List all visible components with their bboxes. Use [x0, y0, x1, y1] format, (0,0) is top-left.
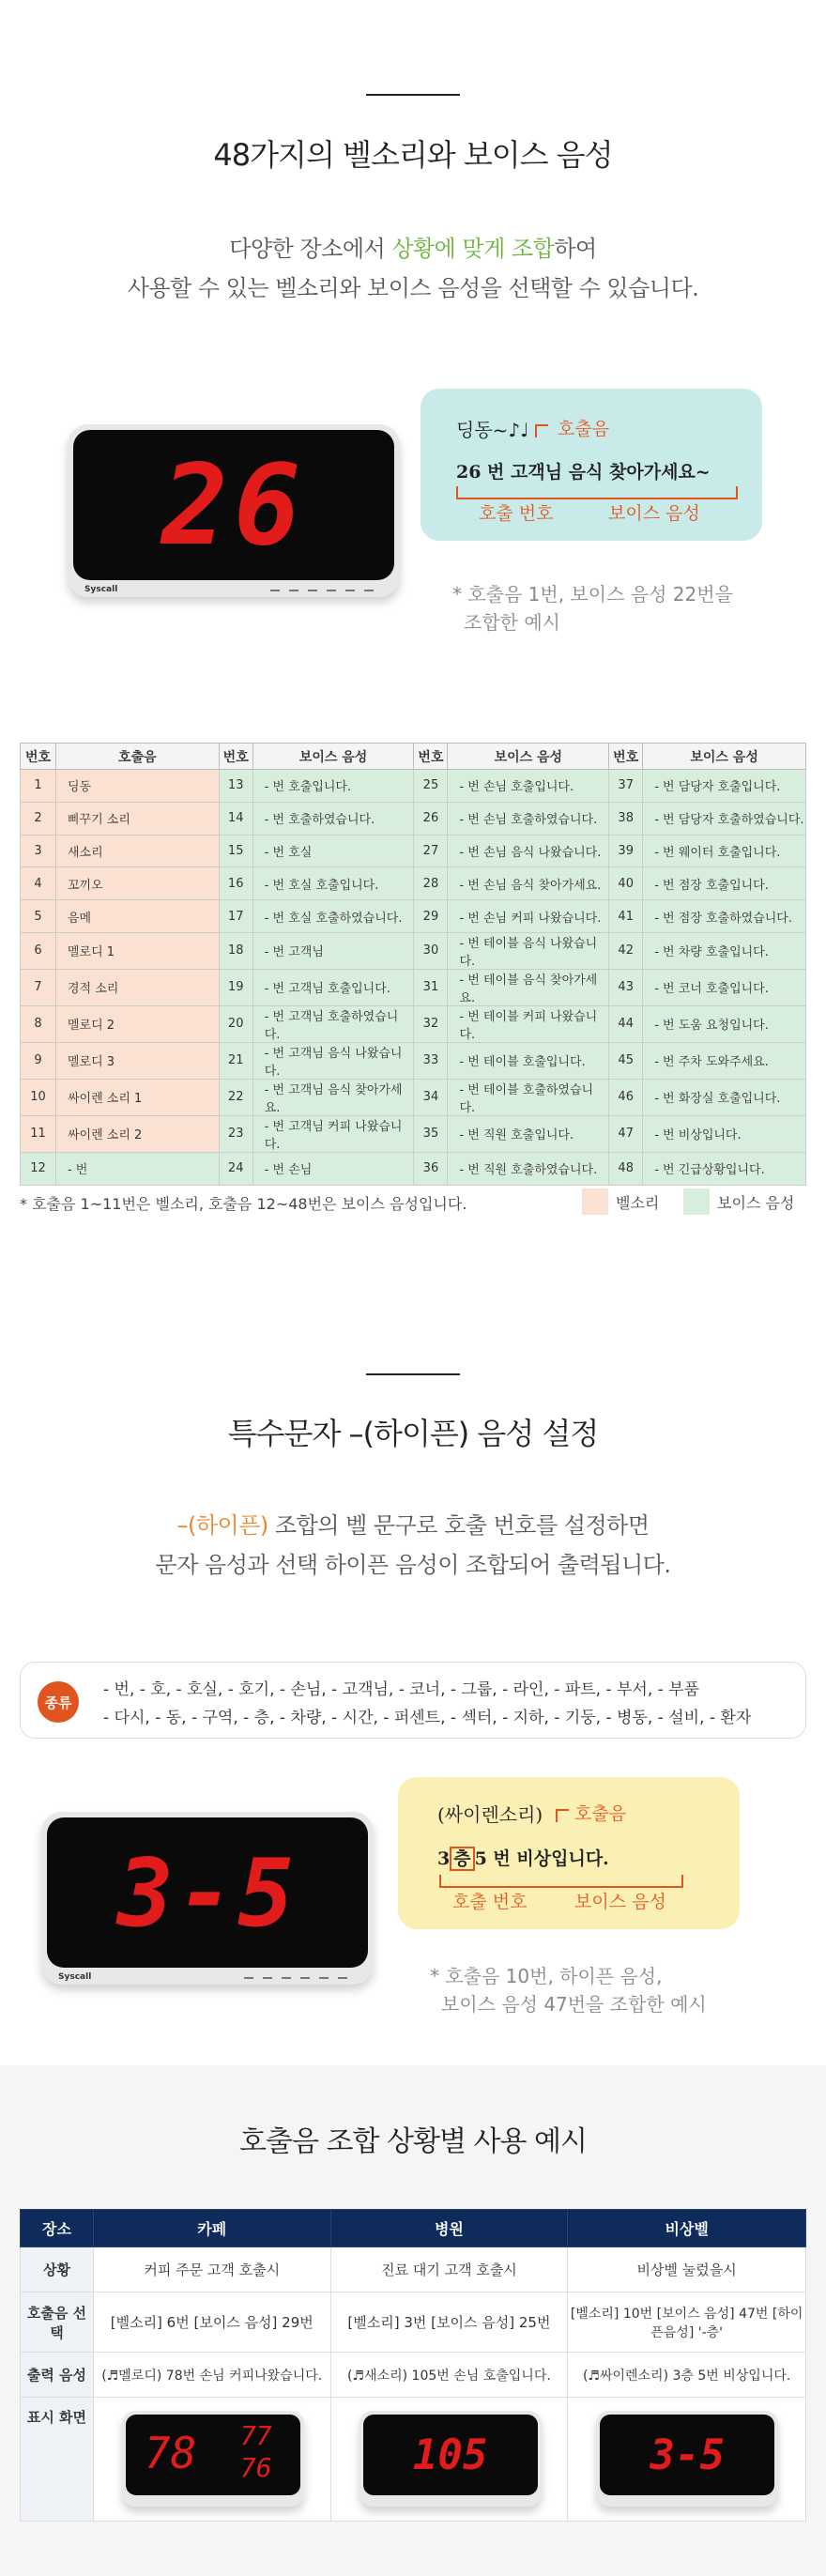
- table-row: [21, 969, 806, 1005]
- sound-cell: - 번: [55, 1152, 219, 1185]
- header-voice: 보이스 음성: [252, 744, 414, 770]
- sound-cell: - 번 호출하였습니다.: [252, 802, 414, 835]
- sound-cell: 꼬끼오: [55, 867, 219, 900]
- bubble-label-voice: 보이스 음성: [608, 503, 700, 524]
- number-cell: 18: [219, 932, 252, 969]
- header-number: 번호: [414, 744, 448, 770]
- number-cell: 22: [219, 1079, 252, 1115]
- sound-cell: - 번 테이블 호출입니다.: [448, 1042, 609, 1079]
- legend-swatch: [683, 1188, 710, 1215]
- number-cell: 8: [21, 1005, 56, 1042]
- cell-display: [93, 2398, 330, 2522]
- legend-voice: [683, 1188, 794, 1215]
- table-row: [21, 770, 806, 803]
- sound-cell: - 번 담당자 호출입니다.: [643, 770, 806, 803]
- sound-cell: - 번 점장 호출하였습니다.: [643, 900, 806, 933]
- note-line: * 호출음 10번, 하이픈 음성,: [430, 1965, 663, 1987]
- hyphen-voice-box: 층: [450, 1847, 474, 1871]
- table-row: [21, 2247, 806, 2292]
- table-row: [21, 1115, 806, 1152]
- cell: [벨소리] 10번 [보이스 음성] 47번 [하이픈음성] '-층': [568, 2292, 806, 2353]
- pager-display-device: [41, 1812, 374, 1985]
- kind-row: - 번, - 호, - 호실, - 호기, - 손님, - 고객님, - 코너, - 그룹, - 라인, - 파트, - 부서, - 부품: [103, 1680, 700, 1699]
- bracket-line: [535, 424, 548, 437]
- number-cell: 6: [21, 932, 56, 969]
- sound-cell: - 번 긴급상황입니다.: [643, 1152, 806, 1185]
- sound-cell: - 번 화장실 호출입니다.: [643, 1079, 806, 1115]
- header-voice: 보이스 음성: [448, 744, 609, 770]
- header-voice: 보이스 음성: [643, 744, 806, 770]
- example-note: [430, 1962, 707, 2018]
- number-cell: 14: [219, 802, 252, 835]
- sound-cell: - 번 고객님: [252, 932, 414, 969]
- display-screen: [47, 1817, 368, 1968]
- cell: [벨소리] 3번 [보이스 음성] 25번: [330, 2292, 568, 2353]
- table-header-row: [21, 744, 806, 770]
- number-cell: 28: [414, 867, 448, 900]
- example-speech-bubble: [421, 389, 762, 541]
- number-cell: 48: [609, 1152, 643, 1185]
- number-cell: 5: [21, 900, 56, 933]
- number-cell: 10: [21, 1079, 56, 1115]
- section1-divider: [366, 94, 460, 96]
- sound-cell: - 번 웨이터 호출입니다.: [643, 835, 806, 867]
- number-cell: 2: [21, 802, 56, 835]
- number-cell: 41: [609, 900, 643, 933]
- sound-cell: - 번 도움 요청입니다.: [643, 1005, 806, 1042]
- device-buttons: [270, 590, 374, 591]
- number-cell: 1: [21, 770, 56, 803]
- number-cell: 36: [414, 1152, 448, 1185]
- number-cell: 25: [414, 770, 448, 803]
- display-digits: 105: [412, 2430, 488, 2479]
- number-cell: 30: [414, 932, 448, 969]
- sound-cell: 멜로디 2: [55, 1005, 219, 1042]
- section2-subtitle: [0, 1506, 826, 1585]
- kind-row: - 다시, - 동, - 구역, - 층, - 차량, - 시간, - 퍼센트, - 섹터, - 지하, - 기둥, - 병동, - 설비, - 환자: [103, 1709, 752, 1727]
- subtitle-highlight: –(하이픈): [176, 1512, 268, 1539]
- number-cell: 29: [414, 900, 448, 933]
- sound-cell: 멜로디 1: [55, 932, 219, 969]
- header-place: 장소: [21, 2210, 94, 2247]
- sound-cell: 싸이렌 소리 1: [55, 1079, 219, 1115]
- table-row: [21, 932, 806, 969]
- table-row: [21, 1152, 806, 1185]
- number-cell: 34: [414, 1079, 448, 1115]
- voice-part: 5 번 비상입니다.: [474, 1848, 609, 1869]
- note-line: * 호출음 1번, 보이스 음성 22번을: [452, 583, 733, 606]
- sound-cell: - 번 담당자 호출하였습니다.: [643, 802, 806, 835]
- kind-badge: 종류: [38, 1681, 79, 1723]
- subtitle-highlight: 상황에 맞게 조합: [391, 236, 555, 262]
- pager-display-device: [68, 424, 400, 597]
- bracket-line: [439, 1875, 683, 1888]
- subtitle-text: 사용할 수 있는 벨소리와 보이스 음성을 선택할 수 있습니다.: [127, 275, 699, 301]
- legend-swatch: [582, 1188, 608, 1215]
- display-digits: 3-5: [650, 2430, 726, 2479]
- number-cell: 16: [219, 867, 252, 900]
- display-screen: [363, 2415, 538, 2495]
- number-cell: 45: [609, 1042, 643, 1079]
- pager-display-device: [122, 2411, 304, 2507]
- cell: 커피 주문 고객 호출시: [93, 2247, 330, 2292]
- number-cell: 3: [21, 835, 56, 867]
- sound-cell: 새소리: [55, 835, 219, 867]
- number-cell: 24: [219, 1152, 252, 1185]
- usage-example-table: [20, 2209, 806, 2522]
- sound-cell: - 번 비상입니다.: [643, 1115, 806, 1152]
- bubble-label-number: 호출 번호: [479, 503, 554, 524]
- sound-cell: - 번 차량 호출입니다.: [643, 932, 806, 969]
- sound-cell: - 번 테이블 커피 나왔습니다.: [448, 1005, 609, 1042]
- number-cell: 19: [219, 969, 252, 1005]
- number-cell: 40: [609, 867, 643, 900]
- cell-display: [568, 2398, 806, 2522]
- header-number: 번호: [219, 744, 252, 770]
- cell: 진료 대기 고객 호출시: [330, 2247, 568, 2292]
- sound-cell: - 번 고객님 음식 찾아가세요.: [252, 1079, 414, 1115]
- cell: 비상벨 눌렀을시: [568, 2247, 806, 2292]
- display-screen: [600, 2415, 774, 2495]
- header-hospital: 병원: [330, 2210, 568, 2247]
- device-brand: Syscall: [58, 1972, 92, 1982]
- sound-cell: - 번 호실: [252, 835, 414, 867]
- row-label: 출력 음성: [21, 2353, 94, 2398]
- number-cell: 4: [21, 867, 56, 900]
- display-screen: [126, 2415, 300, 2495]
- number-cell: 20: [219, 1005, 252, 1042]
- bubble-voice-text: [437, 1845, 609, 1870]
- cell: (♬새소리) 105번 손님 호출입니다.: [330, 2353, 568, 2398]
- number-cell: 39: [609, 835, 643, 867]
- table-row: [21, 802, 806, 835]
- subtitle-text: 다양한 장소에서: [229, 236, 392, 262]
- table-header-row: [21, 2210, 806, 2247]
- sound-cell: 음메: [55, 900, 219, 933]
- table-row: [21, 1005, 806, 1042]
- section2-divider: [366, 1373, 460, 1375]
- display-screen: [73, 430, 394, 580]
- table-row: [21, 2292, 806, 2353]
- number-cell: 27: [414, 835, 448, 867]
- sound-cell: - 번 직원 호출입니다.: [448, 1115, 609, 1152]
- number-cell: 32: [414, 1005, 448, 1042]
- table-footnote: * 호출음 1~11번은 벨소리, 호출음 12~48번은 보이스 음성입니다.: [20, 1195, 467, 1213]
- cell: (♬멜로디) 78번 손님 커피나왔습니다.: [93, 2353, 330, 2398]
- subtitle-text: 조합의 벨 문구로 호출 번호를 설정하면: [268, 1512, 650, 1539]
- bubble-label-bell: 호출음: [558, 419, 610, 439]
- sound-cell: - 번 손님 커피 나왔습니다.: [448, 900, 609, 933]
- sound-cell: - 번 테이블 음식 찾아가세요.: [448, 969, 609, 1005]
- number-cell: 44: [609, 1005, 643, 1042]
- note-line: 조합한 예시: [464, 611, 560, 634]
- number-cell: 21: [219, 1042, 252, 1079]
- section3-title: 호출음 조합 상황별 사용 예시: [239, 2125, 587, 2158]
- sound-cell: - 번 고객님 호출입니다.: [252, 969, 414, 1005]
- cell: (♬싸이렌소리) 3층 5번 비상입니다.: [568, 2353, 806, 2398]
- bubble-label-number: 호출 번호: [452, 1892, 528, 1912]
- display-digits: 3-5: [116, 1837, 298, 1948]
- bubble-label-voice: 보이스 음성: [574, 1892, 666, 1912]
- number-cell: 47: [609, 1115, 643, 1152]
- section1-title: 48가지의 벨소리와 보이스 음성: [213, 137, 613, 173]
- row-label: 표시 화면: [21, 2398, 94, 2522]
- sound-cell: - 번 호실 호출입니다.: [252, 867, 414, 900]
- header-number: 번호: [21, 744, 56, 770]
- cell-display: [330, 2398, 568, 2522]
- sound-cell: - 번 손님 음식 찾아가세요.: [448, 867, 609, 900]
- header-bell: 호출음: [55, 744, 219, 770]
- number-cell: 13: [219, 770, 252, 803]
- sound-voice-table: [20, 743, 806, 1186]
- row-label: 호출음 선택: [21, 2292, 94, 2353]
- sound-cell: - 번 코너 호출입니다.: [643, 969, 806, 1005]
- example-note: [452, 580, 733, 636]
- number-cell: 26: [414, 802, 448, 835]
- sound-cell: 삐꾸기 소리: [55, 802, 219, 835]
- row-label: 상황: [21, 2247, 94, 2292]
- sound-cell: - 번 점장 호출입니다.: [643, 867, 806, 900]
- sound-cell: - 번 손님: [252, 1152, 414, 1185]
- display-bottom: 76: [239, 2452, 272, 2483]
- number-cell: 33: [414, 1042, 448, 1079]
- device-brand: Syscall: [84, 585, 118, 594]
- pager-display-device: [359, 2411, 542, 2507]
- example-speech-bubble: [398, 1777, 740, 1929]
- sound-cell: 멜로디 3: [55, 1042, 219, 1079]
- number-cell: 11: [21, 1115, 56, 1152]
- subtitle-text: 하여: [554, 236, 597, 262]
- number-cell: 7: [21, 969, 56, 1005]
- number-cell: 23: [219, 1115, 252, 1152]
- hyphen-kind-box: [20, 1662, 806, 1739]
- number-cell: 37: [609, 770, 643, 803]
- display-main: 78: [144, 2428, 197, 2478]
- note-line: 보이스 음성 47번을 조합한 예시: [441, 1993, 707, 2016]
- device-buttons: [244, 1977, 347, 1979]
- table-row: [21, 867, 806, 900]
- sound-cell: - 번 고객님 음식 나왔습니다.: [252, 1042, 414, 1079]
- sound-cell: - 번 호출입니다.: [252, 770, 414, 803]
- table-row: [21, 900, 806, 933]
- number-cell: 43: [609, 969, 643, 1005]
- number-cell: 35: [414, 1115, 448, 1152]
- sound-cell: - 번 고객님 커피 나왔습니다.: [252, 1115, 414, 1152]
- legend-bell: [582, 1188, 659, 1215]
- header-number: 번호: [609, 744, 643, 770]
- subtitle-text: 문자 음성과 선택 하이픈 음성이 조합되어 출력됩니다.: [155, 1552, 671, 1578]
- bubble-bell-text: 딩동~♪♩: [456, 419, 529, 441]
- section2-title: 특수문자 –(하이픈) 음성 설정: [227, 1416, 599, 1451]
- sound-cell: - 번 테이블 음식 나왔습니다.: [448, 932, 609, 969]
- sound-cell: - 번 손님 호출입니다.: [448, 770, 609, 803]
- bubble-bell-text: (싸이렌소리): [437, 1803, 543, 1826]
- number-cell: 46: [609, 1079, 643, 1115]
- sound-cell: 싸이렌 소리 2: [55, 1115, 219, 1152]
- sound-cell: - 번 테이블 호출하였습니다.: [448, 1079, 609, 1115]
- voice-part: 3: [437, 1848, 451, 1869]
- number-cell: 31: [414, 969, 448, 1005]
- sound-cell: 경적 소리: [55, 969, 219, 1005]
- sound-cell: - 번 손님 음식 나왔습니다.: [448, 835, 609, 867]
- bubble-label-bell: 호출음: [574, 1803, 627, 1824]
- bubble-voice-text: 26 번 고객님 음식 찾아가세요~: [456, 462, 711, 483]
- table-row: [21, 1042, 806, 1079]
- pager-display-device: [596, 2411, 778, 2507]
- legend-label: 벨소리: [616, 1193, 660, 1212]
- sound-cell: - 번 고객님 호출하였습니다.: [252, 1005, 414, 1042]
- sound-cell: - 번 주차 도와주세요.: [643, 1042, 806, 1079]
- sound-cell: - 번 호실 호출하였습니다.: [252, 900, 414, 933]
- bracket-line: [556, 1809, 569, 1822]
- section1-subtitle: [0, 229, 826, 308]
- display-top: 77: [239, 2420, 272, 2451]
- header-cafe: 카페: [93, 2210, 330, 2247]
- number-cell: 38: [609, 802, 643, 835]
- number-cell: 9: [21, 1042, 56, 1079]
- sound-cell: - 번 손님 호출하였습니다.: [448, 802, 609, 835]
- table-row: [21, 2398, 806, 2522]
- number-cell: 12: [21, 1152, 56, 1185]
- table-row: [21, 2353, 806, 2398]
- sound-cell: 딩동: [55, 770, 219, 803]
- bracket-line: [456, 486, 738, 499]
- header-emergency: 비상벨: [568, 2210, 806, 2247]
- sound-cell: - 번 직원 호출하였습니다.: [448, 1152, 609, 1185]
- display-digits: 26: [161, 440, 307, 570]
- number-cell: 17: [219, 900, 252, 933]
- cell: [벨소리] 6번 [보이스 음성] 29번: [93, 2292, 330, 2353]
- legend-label: 보이스 음성: [717, 1193, 795, 1212]
- table-row: [21, 1079, 806, 1115]
- number-cell: 15: [219, 835, 252, 867]
- table-row: [21, 835, 806, 867]
- number-cell: 42: [609, 932, 643, 969]
